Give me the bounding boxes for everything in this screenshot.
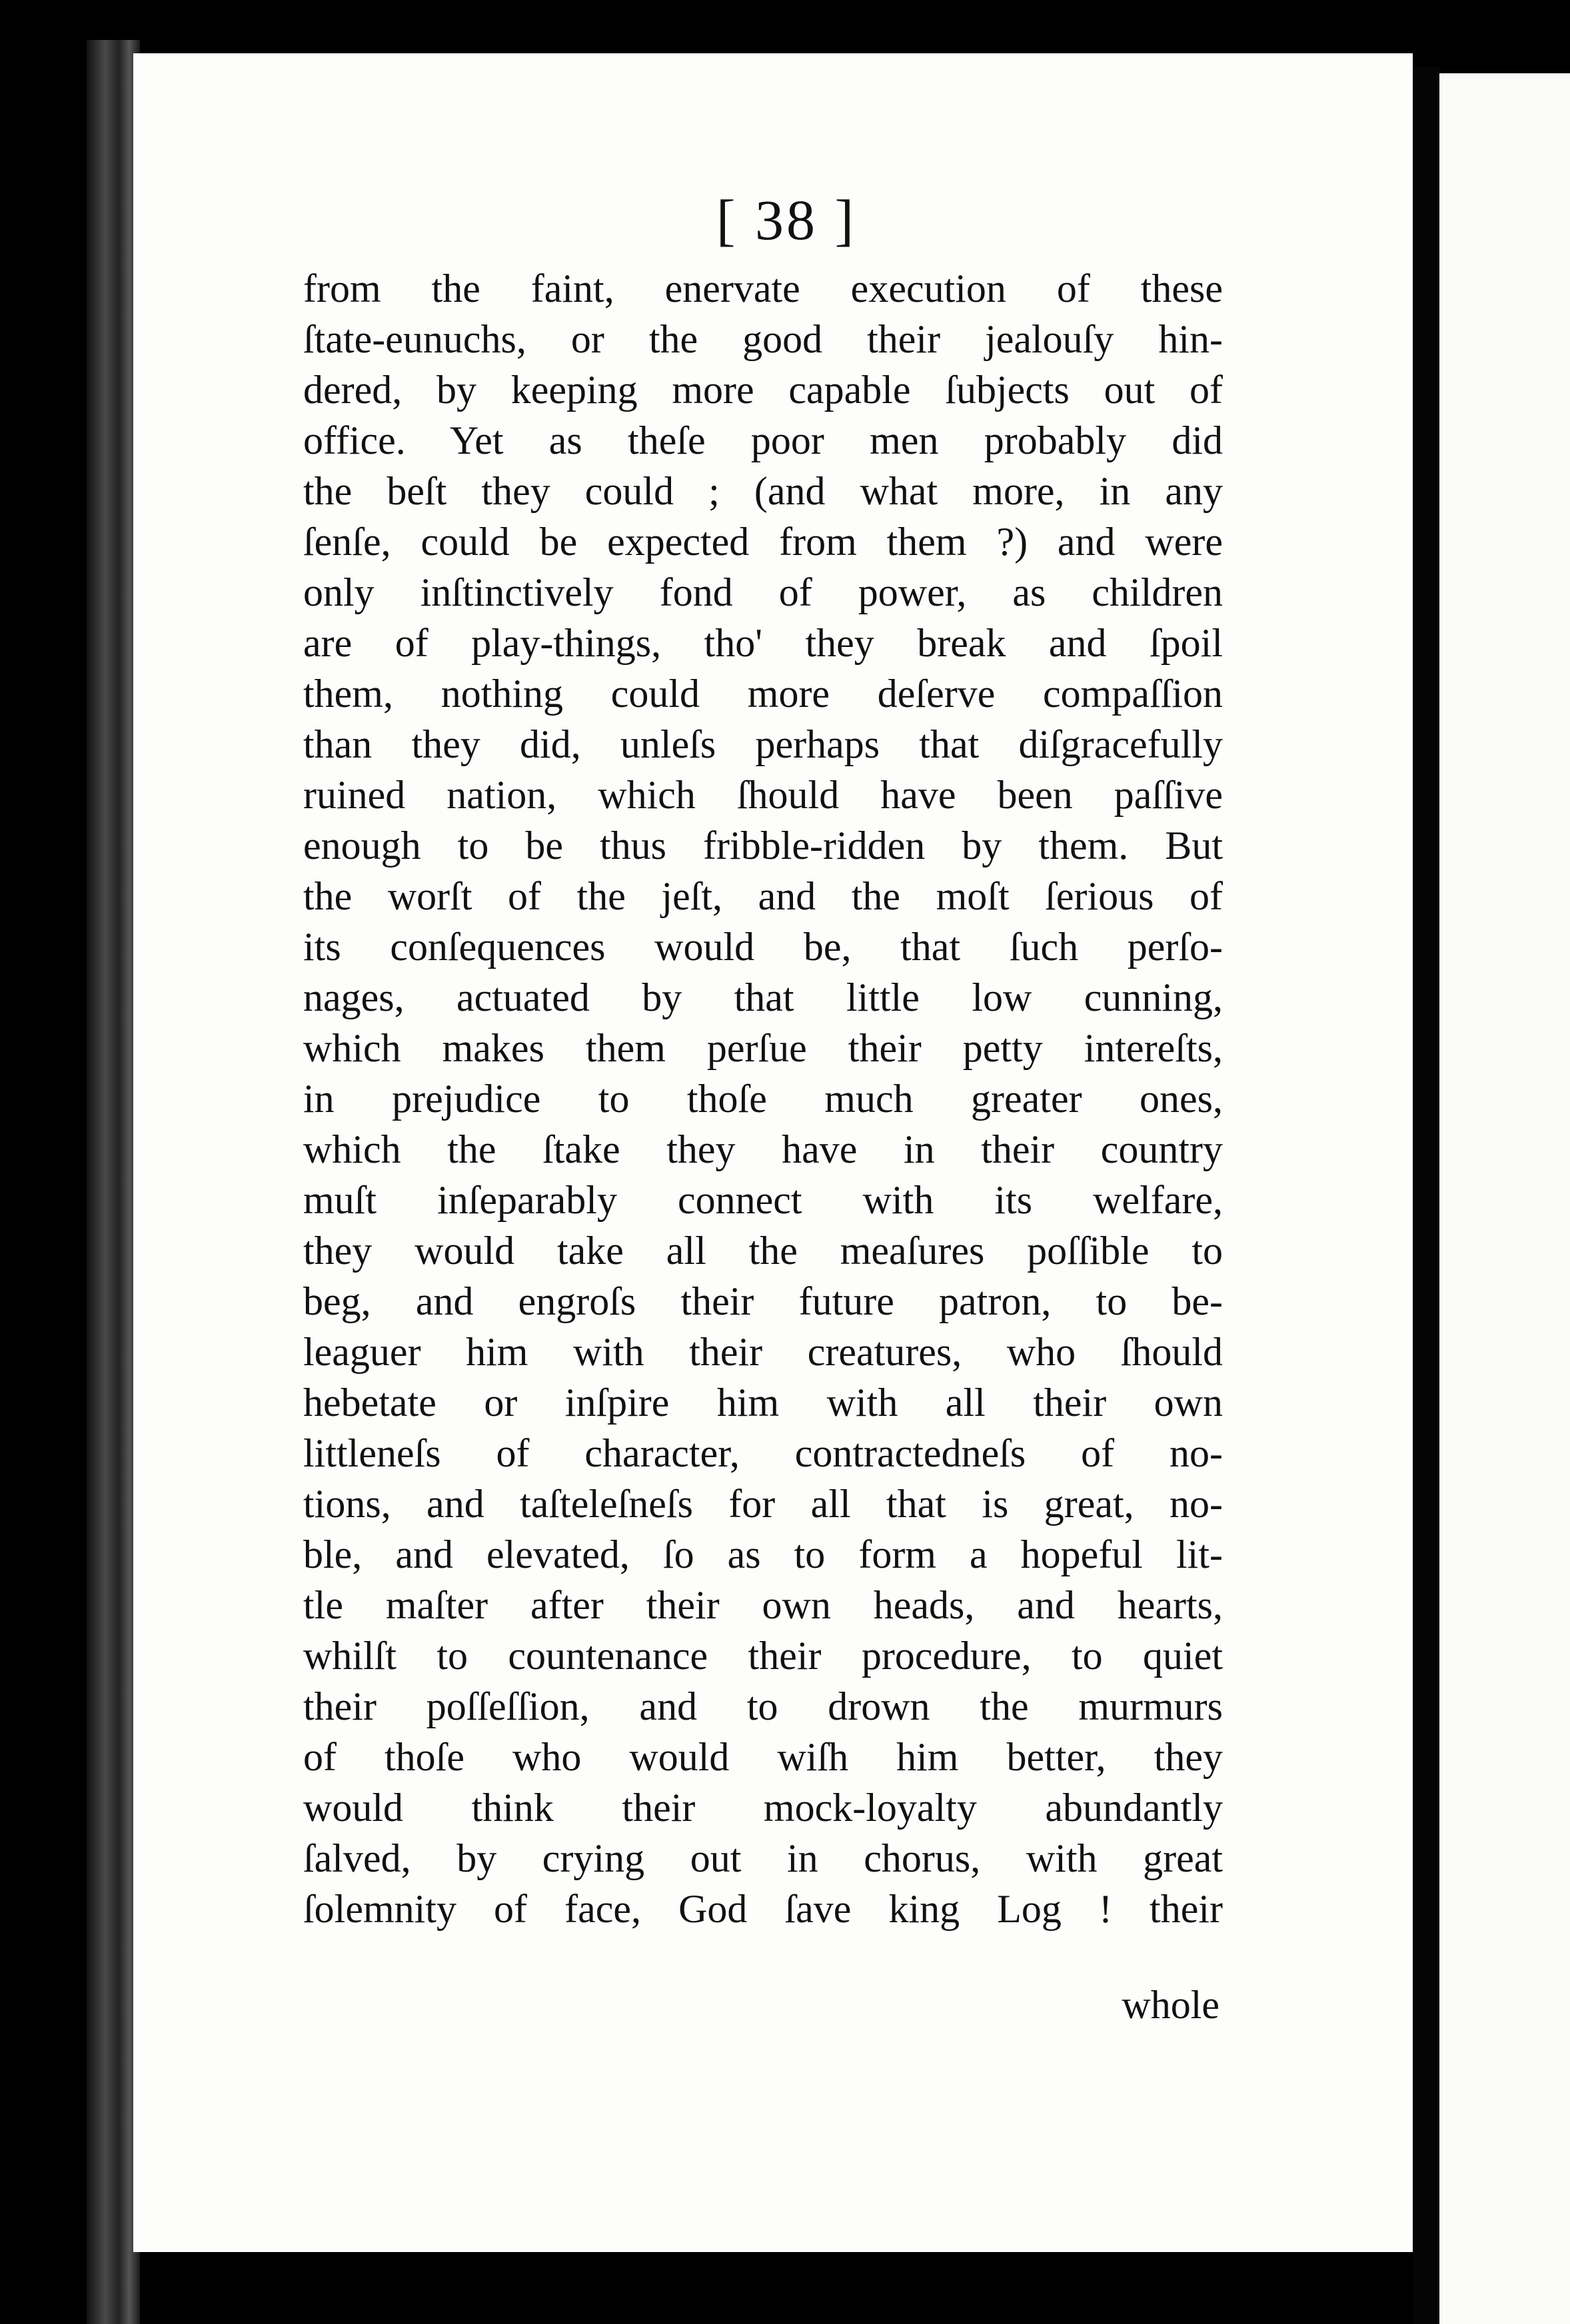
text-line: they would take all the meaſures poſſible to — [303, 1229, 1223, 1273]
text-line: littleneſs of character, contractedneſs of no- — [303, 1431, 1223, 1475]
text-line: its conſequences would be, that ſuch perſo- — [303, 925, 1223, 969]
text-line: the beſt they could ; (and what more, in any — [303, 469, 1223, 513]
text-line: are of play-things, tho' they break and ſpoil — [303, 621, 1223, 665]
facing-page — [1439, 73, 1570, 2324]
text-line: nages, actuated by that little low cunning, — [303, 975, 1223, 1019]
text-line: ſolemnity of face, God ſave king Log ! their — [303, 1887, 1223, 1931]
text-line: than they did, unleſs perhaps that diſgracefully — [303, 722, 1223, 766]
text-line: their poſſeſſion, and to drown the murmurs — [303, 1684, 1223, 1728]
body-text — [303, 263, 1223, 1934]
catchword: whole — [1122, 1983, 1219, 2027]
text-line: whilſt to countenance their procedure, to quiet — [303, 1634, 1223, 1678]
text-line: tle maſter after their own heads, and hearts, — [303, 1583, 1223, 1627]
text-line: of thoſe who would wiſh him better, they — [303, 1735, 1223, 1779]
text-line: ble, and elevated, ſo as to form a hopeful lit- — [303, 1532, 1223, 1576]
text-line: which the ſtake they have in their country — [303, 1127, 1223, 1171]
text-line: leaguer him with their creatures, who ſhould — [303, 1330, 1223, 1374]
text-line: tions, and taſteleſneſs for all that is great, no- — [303, 1482, 1223, 1526]
text-line: beg, and engroſs their future patron, to be- — [303, 1279, 1223, 1323]
text-line: ſenſe, could be expected from them ?) and were — [303, 520, 1223, 564]
text-line: from the faint, enervate execution of these — [303, 267, 1223, 310]
text-line: them, nothing could more deſerve compaſſion — [303, 672, 1223, 716]
text-line: would think their mock-loyalty abundantly — [303, 1786, 1223, 1830]
text-line: enough to be thus fribble-ridden by them. But — [303, 824, 1223, 868]
text-line: hebetate or inſpire him with all their own — [303, 1381, 1223, 1425]
text-line: which makes them perſue their petty intereſts, — [303, 1026, 1223, 1070]
page-number-header: [ 38 ] — [716, 188, 857, 252]
text-line: in prejudice to thoſe much greater ones, — [303, 1077, 1223, 1121]
text-line: ſtate-eunuchs, or the good their jealouſy hin- — [303, 317, 1223, 361]
text-line: ruined nation, which ſhould have been paſſive — [303, 773, 1223, 817]
text-line: office. Yet as theſe poor men probably did — [303, 418, 1223, 462]
text-line: only inſtinctively fond of power, as children — [303, 570, 1223, 614]
binding-gutter — [87, 40, 140, 2324]
text-line: muſt inſeparably connect with its welfare, — [303, 1178, 1223, 1222]
text-line: ſalved, by crying out in chorus, with great — [303, 1836, 1223, 1880]
page-edge-shadow — [1413, 67, 1439, 2324]
text-line: dered, by keeping more capable ſubjects out of — [303, 368, 1223, 412]
text-line: the worſt of the jeſt, and the moſt ſerious of — [303, 874, 1223, 918]
